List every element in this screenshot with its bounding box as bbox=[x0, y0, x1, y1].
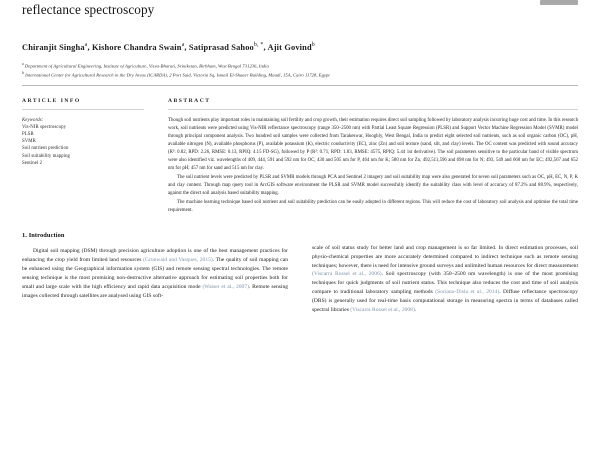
article-info-heading: ARTICLE INFO bbox=[22, 97, 81, 104]
page-title bbox=[22, 0, 578, 30]
check-for-updates-badge[interactable] bbox=[540, 0, 578, 5]
author-name: Kishore Chandra Swain bbox=[92, 42, 182, 52]
author-mark: a bbox=[84, 42, 88, 48]
title-line-2: reflectance spectroscopy bbox=[22, 1, 155, 17]
affiliation-text: International Center for Agricultural Research in the Dry Areas (ICARDA), 2 Port Said, Victoria Sq, Ismail El-Shaaer Building, Maadi, 15A, Cairo 11728, Egypt bbox=[25, 72, 330, 78]
abstract-heading: ABSTRACT bbox=[168, 97, 211, 104]
header-divider bbox=[22, 85, 578, 86]
citation-link[interactable]: (Soriano-Disla et al., 2014) bbox=[435, 289, 500, 296]
keyword-item: Vis-NIR spectroscopy bbox=[22, 124, 67, 130]
introduction-heading: 1. Introduction bbox=[22, 232, 65, 240]
author-mark: b, * bbox=[253, 42, 264, 48]
author-list: Chiranjit Singha$^a$, Kishore Chandra Swain$^a$, Satiprasad Sahoo$^{b, *}$, Ajit Govind$^b$ bbox=[22, 42, 315, 52]
abstract-paragraph: The soil nutrient levels were predicted by PLSR and SVMR models through PCA and Sentinel 2 imagery and soil suitability map were also generated for seven soil parameters such as OC, pH, EC, N, P, K and clay content. Through map query tool in ArcGIS software environment the PLSR and SVMR model successfully identify the suitability class with level of accuracy of 87.2% and 88.9%, respectively, against the direct soil analysis based suitability mapping. bbox=[168, 175, 578, 197]
keyword-item: Soil nutrient prediction bbox=[22, 146, 69, 152]
keyword-item: SVMR bbox=[22, 139, 36, 145]
author-name: Ajit Govind bbox=[267, 42, 312, 52]
citation-link[interactable]: (Waiser et al., 2007) bbox=[202, 283, 249, 290]
citation-link[interactable]: (Viscarra Rossel et al., 2008) bbox=[350, 307, 415, 314]
abstract-column bbox=[144, 98, 578, 216]
author-mark: a bbox=[181, 42, 185, 48]
citation-link[interactable]: (Grunwald and Vasques, 2015) bbox=[143, 257, 213, 264]
intro-paragraph-right: scale of soil status study for better land and crop management is so far limited. In direct estimation processes, soil physio-chemical properties are more accurately determined compared to indirect technique such as remote sensing techniques; however, there is need for intensive ground surveys and unlimited human resources for direct measurement (Viscarra Rossel et al., 2006). Soil spectroscopy (with 350–2500 nm wavelength) is one of the most promising techniques for quick judgments of soil nutrient status. This technique also reduces the cost and time of soil analysis compare to traditional laboratory sampling methods (Soriano-Disla et al., 2014). Diffuse reflectance spectroscopy (DRS) is generally used for real-time basis computational storage in measuring spectra in terms of databases called spectral libraries (Viscarra Rossel et al., 2008). bbox=[312, 244, 578, 314]
author-name: Chiranjit Singha bbox=[22, 42, 85, 52]
affiliation-a bbox=[22, 61, 578, 70]
intro-right-column bbox=[300, 232, 578, 315]
article-info-column bbox=[22, 98, 144, 216]
affiliation-mark: a bbox=[22, 61, 24, 66]
affiliation-text: Department of Agricultural Engineering, Institute of Agriculture, Visva-Bharati, Sriniketan, Birbhum, West Bengal 731236, India bbox=[24, 63, 269, 69]
intro-left-column bbox=[22, 232, 300, 315]
citation-link[interactable]: (Viscarra Rossel et al., 2006) bbox=[312, 271, 382, 278]
column-spacer bbox=[312, 232, 578, 244]
affiliations bbox=[22, 61, 578, 79]
info-abstract-row bbox=[22, 98, 578, 216]
intro-paragraph-left: Digital soil mapping (DSM) through precision agriculture adoption is one of the best management practices for enhancing the crop yield from limited land resources (Grunwald and Vasques, 2015). The quality of soil mapping can be enhanced using the Geographical information system (GIS) and remote sensing spectral technologies. The remote sensing technique is the most promising non-destructive alternative approach for estimating soil properties both for small and large scale with the high efficiency and rapid data acquisition mode (Waiser et al., 2007). Remote sensing images collected through satellites are analysed using GIS soft- bbox=[22, 248, 288, 299]
keyword-item: Sentinel 2 bbox=[22, 160, 43, 166]
affiliation-b bbox=[22, 70, 578, 79]
abstract-paragraph: Though soil nutrients play important roles in maintaining soil fertility and crop growth, their estimation requires direct soil sampling followed by laboratory analysis incurring huge cost and time. In this research work, soil nutrients were predicted using Vis-NIR reflectance spectroscopy (range 350–2500 nm) with Partial Least Square Regression (PLSR) and Support Vector Machine Regression Model (SVMR) model through principal component analysis. Two hundred soil samples were collected from Tarakeswar, Hooghly, West Bengal, India to predict eight selected soil nutrients, such as soil organic carbon (OC), pH, available nitrogen (N), available phosphorus (P), available potassium (K), electric conductivity (EC), zinc (Zn) and soil texture (sand, silt, and clay) levels. The OC content was predicted with sound accuracy (R²: 0.82, RPD: 2.26, RMSE: 0.13, RPIQ: 4.15 FD-SG), followed by P (R²: 0.71, RPD: 1.83, RMSE: 4575, RPIQ: 5.44 1st derivative). The soil parameters sensitive to the particular band of visible spectrum were also identified viz. wavelengths of 409, 444, 591 and 592 nm for OC, 430 and 505 nm for P, 464 nm for K; 580 nm for Zn, 492,511,596 and 698 nm for N; 493, 549 and 668 nm for EC; 492,567 and 652 nm for pH; 457 nm for sand and 515 nm for clay. bbox=[168, 117, 579, 171]
author-mark: b bbox=[311, 42, 315, 48]
affiliation-mark: b bbox=[22, 70, 24, 75]
author-name: Satiprasad Sahoo bbox=[188, 42, 254, 52]
abstract-divider bbox=[168, 109, 578, 110]
introduction-section bbox=[22, 232, 578, 315]
keywords-block bbox=[22, 117, 144, 167]
article-info-divider bbox=[22, 109, 144, 110]
abstract-body bbox=[168, 117, 578, 216]
keyword-item: PLSR bbox=[22, 132, 34, 138]
abstract-paragraph: The machine learning technique based soil nutrient and soil suitability prediction can be easily adopted in different regions. This will reduce the cost of laboratory soil analysis and optimise the total time requirement. bbox=[168, 200, 578, 214]
keywords-label: Keywords: bbox=[22, 117, 44, 123]
keyword-item: Soil suitability mapping bbox=[22, 153, 71, 159]
